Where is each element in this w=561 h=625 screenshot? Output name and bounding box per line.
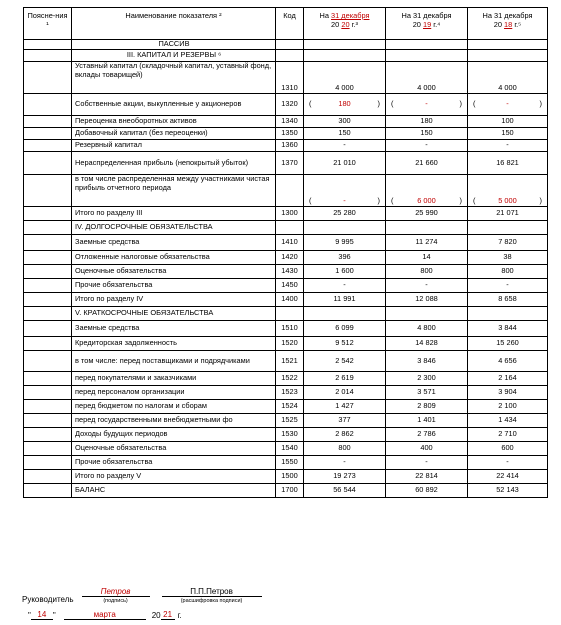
value-cell-v3: 16 821 xyxy=(468,152,548,175)
paren-close: ) xyxy=(377,196,380,206)
table-row xyxy=(24,372,548,386)
value-cell-v1 xyxy=(304,50,386,62)
col3-prefix: На 31 декабря xyxy=(482,11,533,20)
value-cell-v2 xyxy=(386,50,468,62)
value-text: 5 000 xyxy=(498,196,517,206)
note-cell xyxy=(24,152,72,175)
value-cell-v3: 2 710 xyxy=(468,428,548,442)
note-cell xyxy=(24,307,72,321)
value-cell-v1: 4 000 xyxy=(304,62,386,94)
code-cell: 1523 xyxy=(276,386,304,400)
table-row xyxy=(24,470,548,484)
value-cell-v2: 14 828 xyxy=(386,337,468,351)
value-cell-v1 xyxy=(304,307,386,321)
value-cell-v3: 2 164 xyxy=(468,372,548,386)
code-cell: 1520 xyxy=(276,337,304,351)
indicator-name-cell: Оценочные обязательства xyxy=(72,265,276,279)
table-row xyxy=(24,321,548,337)
col-year3-header xyxy=(468,8,548,40)
value-text: - xyxy=(343,196,346,206)
indicator-name-cell: перед покупателями и заказчиками xyxy=(72,372,276,386)
value-cell-v3: 38 xyxy=(468,251,548,265)
table-row xyxy=(24,386,548,400)
value-cell-v3: 100 xyxy=(468,116,548,128)
date-year-suffix: г. xyxy=(177,610,182,620)
indicator-name-cell: III. КАПИТАЛ И РЕЗЕРВЫ ⁶ xyxy=(72,50,276,62)
table-row xyxy=(24,50,548,62)
note-cell xyxy=(24,116,72,128)
note-cell xyxy=(24,265,72,279)
value-cell-v2: 800 xyxy=(386,265,468,279)
table-row xyxy=(24,456,548,470)
indicator-name-cell: Уставный капитал (складочный капитал, уставный фонд, вклады товарищей) xyxy=(72,62,276,94)
value-cell-v3: 4 000 xyxy=(468,62,548,94)
col-note-header: Поясне-ния ¹ xyxy=(24,8,72,40)
note-cell xyxy=(24,442,72,456)
date-quote-open: " xyxy=(28,610,31,620)
indicator-name-cell: в том числе: перед поставщиками и подрядчиками xyxy=(72,351,276,372)
value-cell-v3: 52 143 xyxy=(468,484,548,498)
value-cell-v2: 2 809 xyxy=(386,400,468,414)
value-cell-v2: - xyxy=(386,279,468,293)
value-cell-v1: 9 512 xyxy=(304,337,386,351)
code-cell: 1521 xyxy=(276,351,304,372)
table-row xyxy=(24,152,548,175)
paren-open: ( xyxy=(391,99,394,109)
note-cell xyxy=(24,221,72,235)
note-cell xyxy=(24,428,72,442)
code-cell xyxy=(276,175,304,207)
paren-close: ) xyxy=(539,99,542,109)
code-cell: 1700 xyxy=(276,484,304,498)
paren-open: ( xyxy=(309,196,312,206)
table-row xyxy=(24,351,548,372)
col2-year-prefix: 20 xyxy=(412,19,421,29)
paren-open: ( xyxy=(391,196,394,206)
indicator-name-cell: перед государственными внебюджетными фо xyxy=(72,414,276,428)
value-cell-v1: 6 099 xyxy=(304,321,386,337)
value-cell-v3 xyxy=(468,307,548,321)
value-cell-v3: 2 100 xyxy=(468,400,548,414)
value-cell-v3: 4 656 xyxy=(468,351,548,372)
code-cell xyxy=(276,307,304,321)
table-row xyxy=(24,207,548,221)
value-cell-v2 xyxy=(386,221,468,235)
indicator-name-cell: IV. ДОЛГОСРОЧНЫЕ ОБЯЗАТЕЛЬСТВА xyxy=(72,221,276,235)
value-cell-v1: 56 544 xyxy=(304,484,386,498)
value-cell-v1: 11 991 xyxy=(304,293,386,307)
value-cell-v2 xyxy=(386,175,468,207)
value-cell-v2: 150 xyxy=(386,128,468,140)
paren-close: ) xyxy=(459,196,462,206)
note-cell xyxy=(24,372,72,386)
note-cell xyxy=(24,321,72,337)
table-row xyxy=(24,175,548,207)
value-cell-v3: 1 434 xyxy=(468,414,548,428)
col3-year-prefix: 20 xyxy=(493,19,502,29)
note-cell xyxy=(24,351,72,372)
indicator-name-cell: Заемные средства xyxy=(72,321,276,337)
value-cell-v1: - xyxy=(304,279,386,293)
note-cell xyxy=(24,470,72,484)
note-cell xyxy=(24,484,72,498)
date-month: марта xyxy=(64,609,146,620)
note-cell xyxy=(24,293,72,307)
paren-open: ( xyxy=(473,196,476,206)
indicator-name-cell: ПАССИВ xyxy=(72,40,276,50)
indicator-name-cell: Доходы будущих периодов xyxy=(72,428,276,442)
value-cell-v3: 7 820 xyxy=(468,235,548,251)
value-cell-v2: 1 401 xyxy=(386,414,468,428)
value-cell-v2: 4 800 xyxy=(386,321,468,337)
indicator-name-cell: Итого по разделу III xyxy=(72,207,276,221)
table-row xyxy=(24,140,548,152)
indicator-name-cell: БАЛАНС xyxy=(72,484,276,498)
value-cell-v3: 8 658 xyxy=(468,293,548,307)
table-row xyxy=(24,94,548,116)
value-cell-v2: 22 814 xyxy=(386,470,468,484)
signature-block xyxy=(22,586,262,604)
note-cell xyxy=(24,337,72,351)
note-cell xyxy=(24,94,72,116)
code-cell: 1420 xyxy=(276,251,304,265)
note-cell xyxy=(24,235,72,251)
col1-year: 20 xyxy=(341,19,350,29)
value-cell-v2: 14 xyxy=(386,251,468,265)
table-row xyxy=(24,40,548,50)
date-quote-close: " xyxy=(52,610,56,620)
table-row xyxy=(24,414,548,428)
code-cell xyxy=(276,221,304,235)
date-year: 21 xyxy=(161,609,175,620)
table-row xyxy=(24,251,548,265)
code-cell: 1370 xyxy=(276,152,304,175)
table-row xyxy=(24,62,548,94)
code-cell: 1410 xyxy=(276,235,304,251)
table-row xyxy=(24,307,548,321)
value-cell-v2: 60 892 xyxy=(386,484,468,498)
col-year2-header xyxy=(386,8,468,40)
note-cell xyxy=(24,140,72,152)
value-cell-v1: 2 862 xyxy=(304,428,386,442)
indicator-name-cell: Собственные акции, выкупленные у акционеров xyxy=(72,94,276,116)
code-cell: 1500 xyxy=(276,470,304,484)
indicator-name-cell: Прочие обязательства xyxy=(72,456,276,470)
value-cell-v1: 800 xyxy=(304,442,386,456)
value-cell-v1: 1 427 xyxy=(304,400,386,414)
table-row xyxy=(24,235,548,251)
code-cell: 1360 xyxy=(276,140,304,152)
value-cell-v3: 800 xyxy=(468,265,548,279)
code-cell: 1300 xyxy=(276,207,304,221)
value-cell-v2: 25 990 xyxy=(386,207,468,221)
value-cell-v2: 2 786 xyxy=(386,428,468,442)
table-row xyxy=(24,293,548,307)
code-cell: 1550 xyxy=(276,456,304,470)
note-cell xyxy=(24,386,72,400)
value-cell-v1 xyxy=(304,94,386,116)
value-text: 180 xyxy=(338,99,351,109)
code-cell: 1524 xyxy=(276,400,304,414)
code-cell: 1522 xyxy=(276,372,304,386)
value-cell-v2 xyxy=(386,307,468,321)
code-cell: 1430 xyxy=(276,265,304,279)
value-cell-v1: 25 280 xyxy=(304,207,386,221)
value-cell-v1: 2 014 xyxy=(304,386,386,400)
code-cell xyxy=(276,50,304,62)
value-cell-v1: - xyxy=(304,140,386,152)
note-cell xyxy=(24,207,72,221)
indicator-name-cell: перед бюджетом по налогам и сборам xyxy=(72,400,276,414)
value-cell-v3: 600 xyxy=(468,442,548,456)
note-cell xyxy=(24,40,72,50)
value-cell-v2: 21 660 xyxy=(386,152,468,175)
indicator-name-cell: Добавочный капитал (без переоценки) xyxy=(72,128,276,140)
code-cell: 1540 xyxy=(276,442,304,456)
col-year1-header xyxy=(304,8,386,40)
value-cell-v3: 150 xyxy=(468,128,548,140)
value-cell-v3 xyxy=(468,40,548,50)
table-row xyxy=(24,484,548,498)
value-cell-v1: 377 xyxy=(304,414,386,428)
note-cell xyxy=(24,279,72,293)
value-cell-v2: 180 xyxy=(386,116,468,128)
table-header xyxy=(24,8,548,40)
col3-year: 18 xyxy=(504,19,513,29)
value-cell-v2 xyxy=(386,94,468,116)
value-cell-v1: 150 xyxy=(304,128,386,140)
code-cell: 1310 xyxy=(276,62,304,94)
value-cell-v1: 1 600 xyxy=(304,265,386,279)
code-cell: 1450 xyxy=(276,279,304,293)
value-text: - xyxy=(506,99,509,109)
note-cell xyxy=(24,251,72,265)
table-row xyxy=(24,337,548,351)
table-row xyxy=(24,400,548,414)
value-cell-v2: - xyxy=(386,456,468,470)
indicator-name-cell: Итого по разделу V xyxy=(72,470,276,484)
value-cell-v2: 12 088 xyxy=(386,293,468,307)
value-cell-v3: 15 260 xyxy=(468,337,548,351)
indicator-name-cell: Кредиторская задолженность xyxy=(72,337,276,351)
note-cell xyxy=(24,62,72,94)
col2-prefix: На 31 декабря xyxy=(401,11,452,20)
value-cell-v2: 400 xyxy=(386,442,468,456)
code-cell: 1350 xyxy=(276,128,304,140)
indicator-name-cell: Переоценка внеоборотных активов xyxy=(72,116,276,128)
value-cell-v3: - xyxy=(468,140,548,152)
value-text: - xyxy=(425,99,428,109)
code-cell: 1525 xyxy=(276,414,304,428)
value-cell-v1: 2 619 xyxy=(304,372,386,386)
date-year-prefix: 20 xyxy=(151,610,161,620)
indicator-name-cell: Резервный капитал xyxy=(72,140,276,152)
value-cell-v3: 21 071 xyxy=(468,207,548,221)
signature-date xyxy=(28,609,182,620)
value-cell-v1: - xyxy=(304,456,386,470)
paren-close: ) xyxy=(459,99,462,109)
note-cell xyxy=(24,414,72,428)
indicator-name-cell: Отложенные налоговые обязательства xyxy=(72,251,276,265)
code-cell: 1320 xyxy=(276,94,304,116)
value-cell-v2: 4 000 xyxy=(386,62,468,94)
note-cell xyxy=(24,400,72,414)
col-code-header: Код xyxy=(276,8,304,40)
signature-sign-caption: (подпись) xyxy=(103,598,128,604)
col-name-header: Наименование показателя ² xyxy=(72,8,276,40)
code-cell: 1400 xyxy=(276,293,304,307)
date-day: 14 xyxy=(31,609,53,620)
note-cell xyxy=(24,456,72,470)
indicator-name-cell: перед персоналом организации xyxy=(72,386,276,400)
col1-suffix: г.³ xyxy=(351,19,358,29)
col2-suffix: г.⁴ xyxy=(433,19,441,29)
value-cell-v3 xyxy=(468,94,548,116)
value-cell-v2: 3 846 xyxy=(386,351,468,372)
indicator-name-cell: V. КРАТКОСРОЧНЫЕ ОБЯЗАТЕЛЬСТВА xyxy=(72,307,276,321)
value-cell-v2: 2 300 xyxy=(386,372,468,386)
value-cell-v3 xyxy=(468,221,548,235)
code-cell: 1510 xyxy=(276,321,304,337)
indicator-name-cell: Оценочные обязательства xyxy=(72,442,276,456)
value-cell-v1: 9 995 xyxy=(304,235,386,251)
signature-sign: Петров xyxy=(82,586,150,597)
value-cell-v1: 396 xyxy=(304,251,386,265)
value-cell-v3 xyxy=(468,50,548,62)
code-cell: 1340 xyxy=(276,116,304,128)
table-row xyxy=(24,442,548,456)
indicator-name-cell: Заемные средства xyxy=(72,235,276,251)
signature-label: Руководитель xyxy=(22,595,74,605)
value-cell-v1 xyxy=(304,221,386,235)
balance-table xyxy=(23,7,548,498)
value-cell-v1 xyxy=(304,40,386,50)
value-cell-v3 xyxy=(468,175,548,207)
col1-prefix: На xyxy=(319,11,329,20)
value-text: 6 000 xyxy=(417,196,436,206)
paren-open: ( xyxy=(309,99,312,109)
indicator-name-cell: в том числе распределенная между участниками чистая прибыль отчетного периода xyxy=(72,175,276,207)
value-cell-v3: 3 844 xyxy=(468,321,548,337)
col1-year-prefix: 20 xyxy=(331,19,340,29)
indicator-name-cell: Нераспределенная прибыль (непокрытый убыток) xyxy=(72,152,276,175)
code-cell: 1530 xyxy=(276,428,304,442)
code-cell xyxy=(276,40,304,50)
value-cell-v3: - xyxy=(468,279,548,293)
value-cell-v1: 21 010 xyxy=(304,152,386,175)
value-cell-v3: 3 904 xyxy=(468,386,548,400)
table-row xyxy=(24,128,548,140)
note-cell xyxy=(24,128,72,140)
value-cell-v3: - xyxy=(468,456,548,470)
value-cell-v2 xyxy=(386,40,468,50)
signature-name: П.П.Петров xyxy=(162,586,262,597)
paren-close: ) xyxy=(539,196,542,206)
paren-close: ) xyxy=(377,99,380,109)
table-row xyxy=(24,116,548,128)
indicator-name-cell: Прочие обязательства xyxy=(72,279,276,293)
value-cell-v2: 3 571 xyxy=(386,386,468,400)
paren-open: ( xyxy=(473,99,476,109)
col2-year: 19 xyxy=(422,19,432,29)
table-row xyxy=(24,265,548,279)
value-cell-v2: 11 274 xyxy=(386,235,468,251)
value-cell-v2: - xyxy=(386,140,468,152)
indicator-name-cell: Итого по разделу IV xyxy=(72,293,276,307)
table-body xyxy=(24,40,548,498)
value-cell-v1 xyxy=(304,175,386,207)
value-cell-v1: 2 542 xyxy=(304,351,386,372)
value-cell-v1: 19 273 xyxy=(304,470,386,484)
table-row xyxy=(24,221,548,235)
table-row xyxy=(24,279,548,293)
value-cell-v1: 300 xyxy=(304,116,386,128)
note-cell xyxy=(24,50,72,62)
note-cell xyxy=(24,175,72,207)
col1-date: 31 декабря xyxy=(331,11,370,20)
value-cell-v3: 22 414 xyxy=(468,470,548,484)
col3-suffix: г.⁵ xyxy=(514,19,522,29)
table-row xyxy=(24,428,548,442)
signature-name-caption: (расшифровка подписи) xyxy=(180,598,243,604)
